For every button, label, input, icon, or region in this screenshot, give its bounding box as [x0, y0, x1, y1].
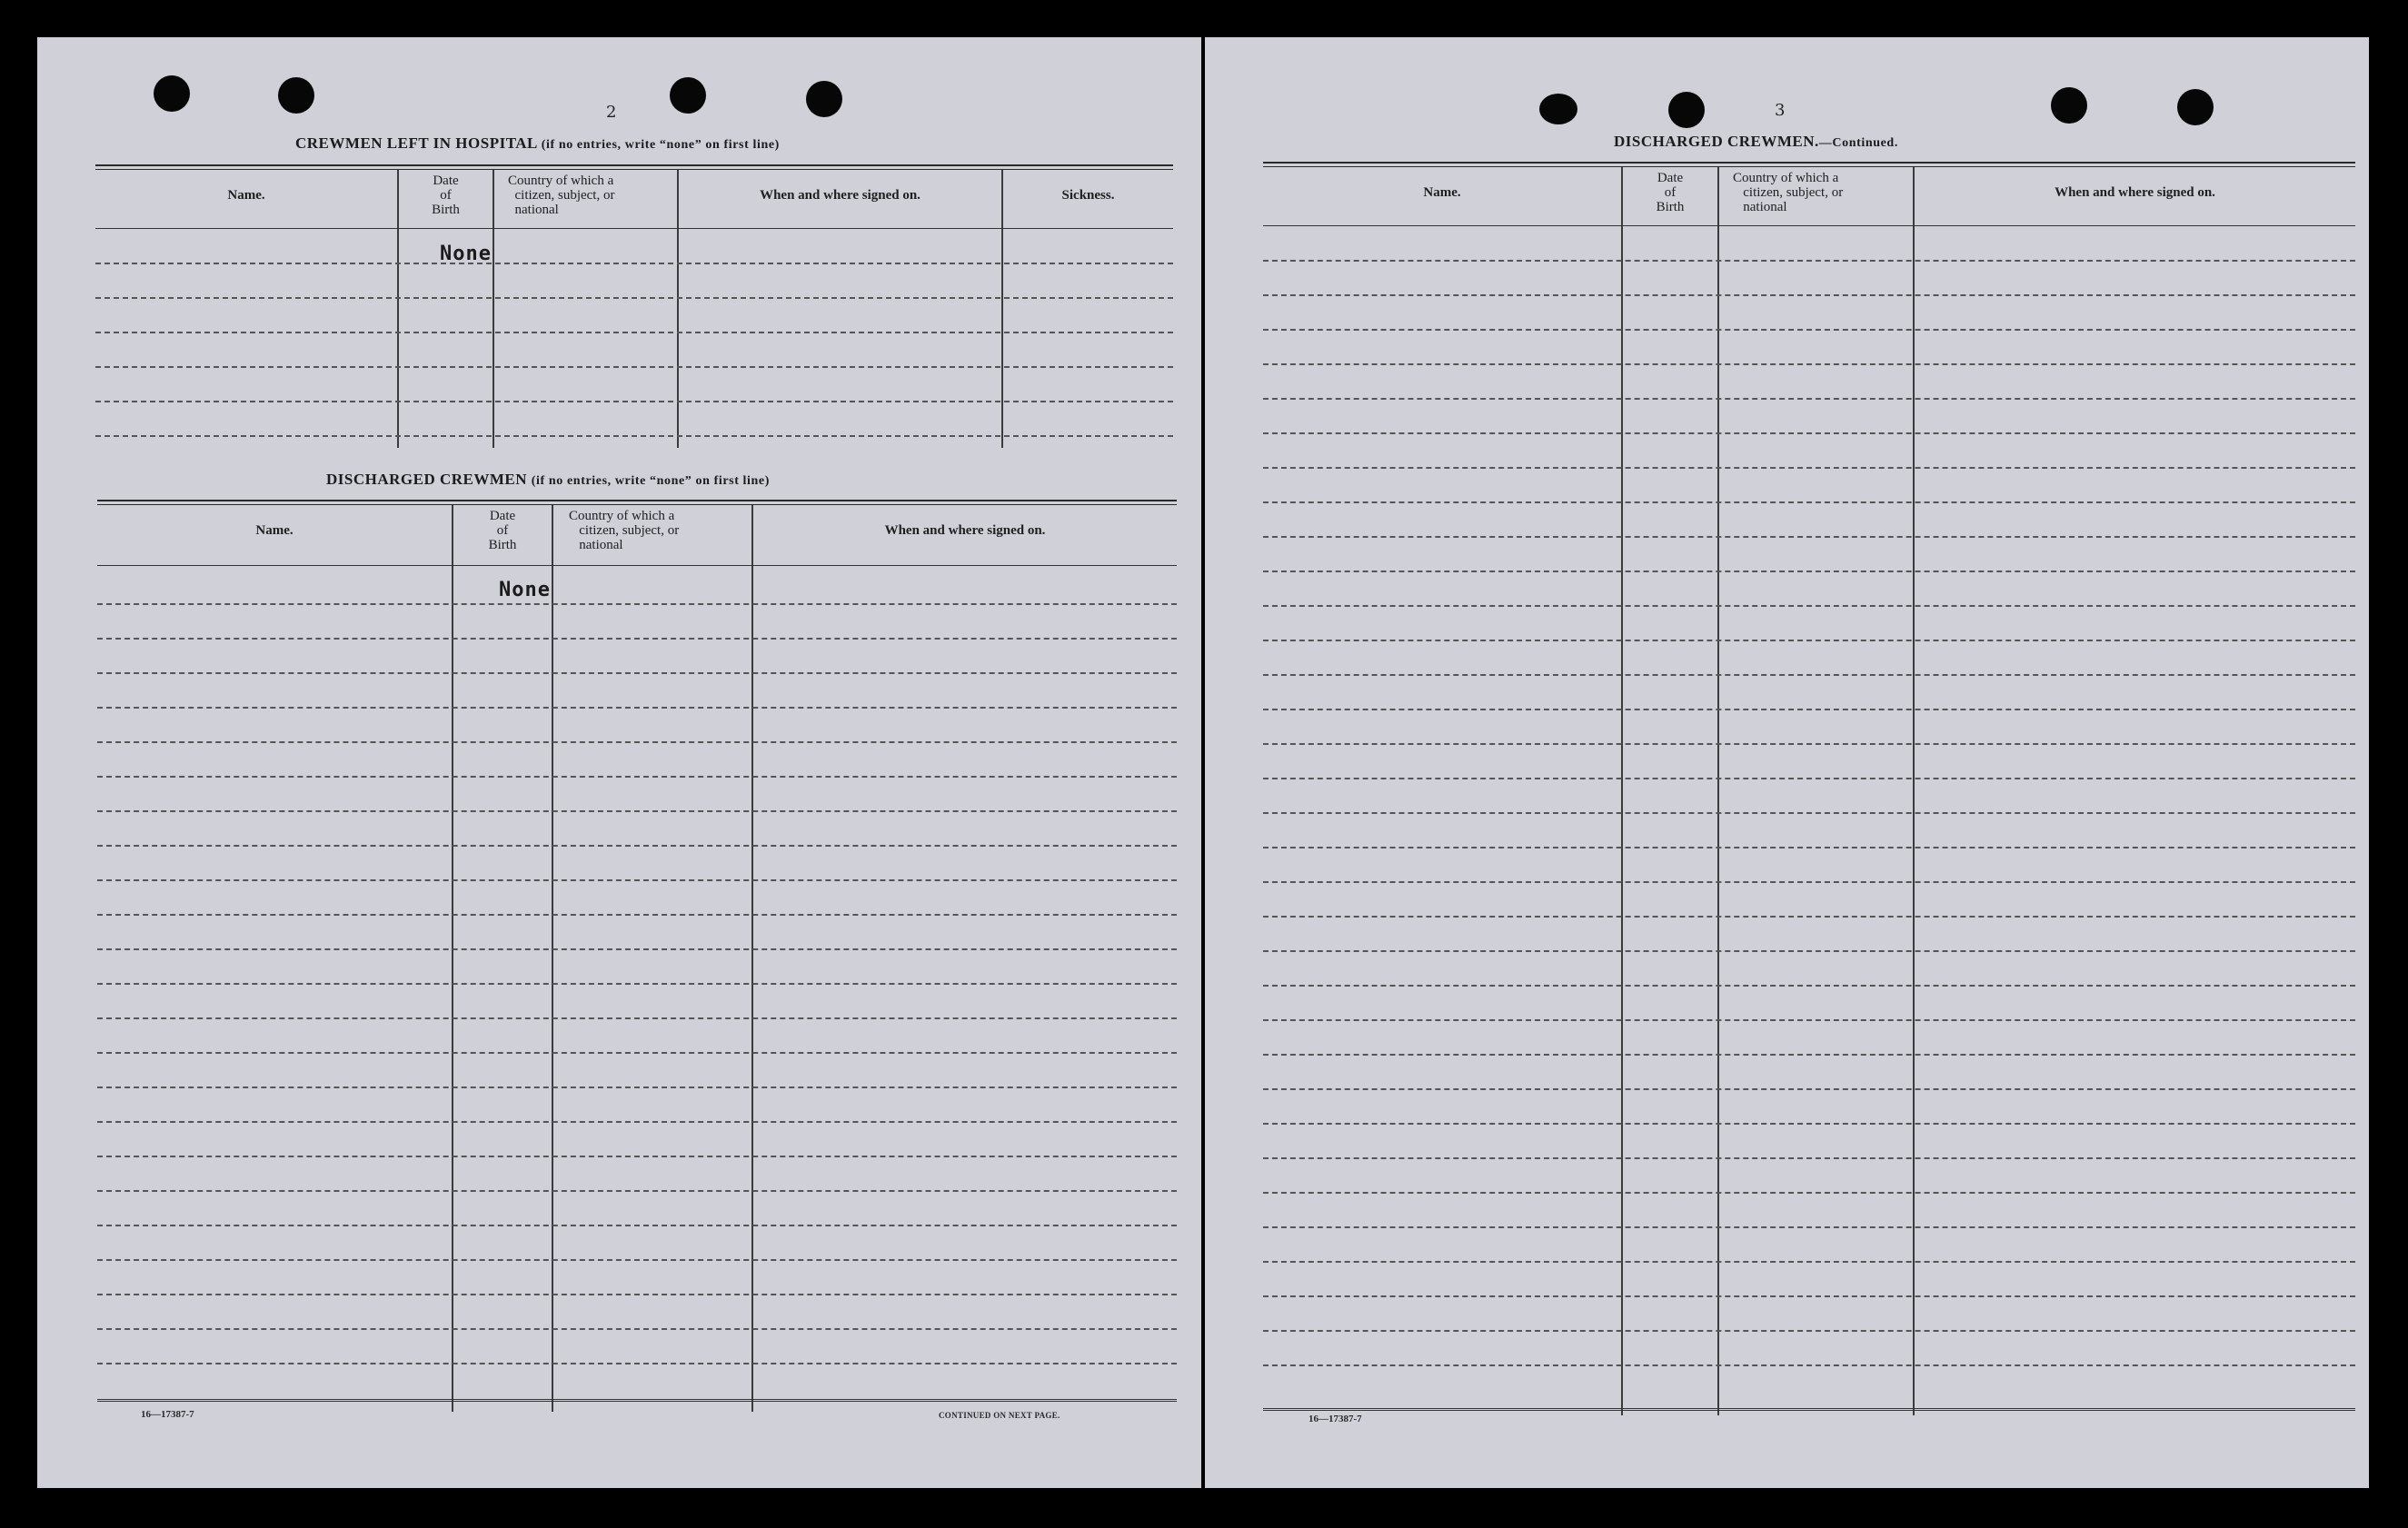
discharged-instruction: (if no entries, write “none” on first line) [531, 474, 771, 488]
col-country-header: Country of which a citizen, subject, or national [508, 174, 615, 217]
continued-suffix: —Continued. [1818, 136, 1898, 150]
col-dob-header: Date of Birth [1656, 171, 1685, 214]
punch-hole [2051, 87, 2087, 124]
col-name-header: Name. [227, 188, 265, 203]
punch-hole [2177, 89, 2214, 125]
col-signed-on-header: When and where signed on. [884, 523, 1046, 538]
left-page [37, 37, 1201, 1488]
col-signed-on-header: When and where signed on. [2055, 185, 2215, 200]
hospital-table [95, 164, 1173, 482]
discharged-section-title [326, 471, 770, 489]
col-dob-header: Date of Birth [488, 509, 517, 552]
punch-hole [278, 77, 314, 114]
discharged-continued-title [1614, 133, 1898, 151]
discharged-entry-none: None [499, 579, 551, 601]
page-number: 3 [1775, 101, 1786, 120]
col-name-header: Name. [255, 523, 294, 538]
col-signed-on-header: When and where signed on. [760, 188, 920, 203]
hospital-section-title [295, 134, 780, 153]
hospital-entry-none: None [440, 243, 492, 265]
punch-hole [1539, 94, 1577, 124]
hospital-title-text: CREWMEN LEFT IN HOSPITAL [295, 134, 537, 152]
col-name-header: Name. [1423, 185, 1461, 200]
col-country-header: Country of which a citizen, subject, or national [1733, 171, 1844, 214]
punch-hole [1668, 92, 1705, 128]
punch-hole [806, 81, 842, 117]
discharged-continued-table [1263, 162, 2355, 1452]
col-country-header: Country of which a citizen, subject, or national [569, 509, 680, 552]
continued-note: CONTINUED ON NEXT PAGE. [939, 1411, 1060, 1420]
col-sickness-header: Sickness. [1061, 188, 1115, 203]
punch-hole [670, 77, 706, 114]
col-dob-header: Date of Birth [432, 174, 460, 217]
form-code: 16—17387-7 [141, 1409, 194, 1420]
form-code: 16—17387-7 [1308, 1414, 1362, 1424]
right-page [1205, 37, 2369, 1488]
continued-title-text: DISCHARGED CREWMEN. [1614, 133, 1819, 150]
discharged-table [97, 500, 1177, 1408]
discharged-title-text: DISCHARGED CREWMEN [326, 471, 528, 488]
page-number: 2 [606, 103, 617, 122]
hospital-instruction: (if no entries, write “none” on first line) [541, 138, 780, 152]
punch-hole [154, 75, 190, 112]
